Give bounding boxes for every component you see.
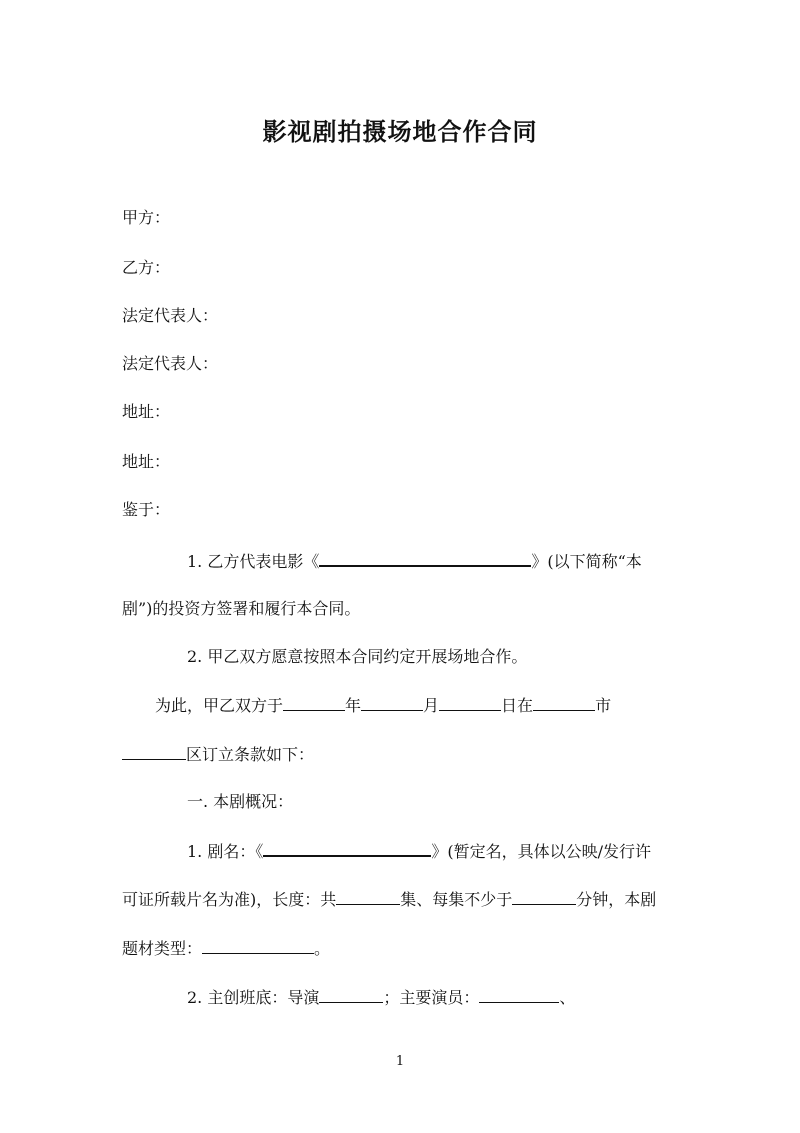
city-label: 市 — [595, 696, 612, 715]
party-b-label: 乙方： — [122, 258, 171, 277]
drama-name-blank — [263, 838, 431, 857]
signing-text-b: 区订立条款如下： — [186, 745, 315, 764]
section-1-item-1-line-1 — [187, 838, 651, 864]
section-1-heading: 一. 本剧概况： — [187, 792, 294, 811]
drama-name-label: 1. 剧名：《 — [187, 842, 264, 861]
drama-name-note: 》(暂定名，具体以公映/发行许 — [431, 842, 651, 861]
minutes-blank — [512, 887, 576, 905]
length-text-c: 分钟，本剧 — [576, 890, 657, 909]
contract-title: 影视剧拍摄场地合作合同 — [262, 117, 538, 146]
month-label: 月 — [423, 696, 440, 715]
day-blank — [439, 693, 501, 711]
month-blank — [361, 693, 423, 711]
day-label: 日在 — [501, 696, 534, 715]
signing-text-a: 为此，甲乙双方于 — [155, 696, 284, 715]
length-text-a: 可证所载片名为准)，长度：共 — [122, 890, 337, 909]
episodes-blank — [336, 887, 400, 905]
clause-1-text-b: 》(以下简称“本 — [531, 552, 642, 571]
genre-label: 题材类型： — [122, 939, 203, 958]
actors-blank — [479, 985, 559, 1003]
legal-representative-b-label: 法定代表人： — [122, 354, 219, 373]
year-blank — [283, 693, 345, 711]
clause-1-text-a: 1. 乙方代表电影《 — [187, 552, 320, 571]
section-1-item-1-line-2 — [122, 887, 656, 912]
legal-representative-a-label: 法定代表人： — [122, 306, 219, 325]
year-label: 年 — [345, 696, 362, 715]
signing-line-2 — [122, 742, 314, 767]
party-a-label: 甲方： — [122, 208, 171, 227]
length-text-b: 集、每集不少于 — [400, 890, 513, 909]
director-blank — [319, 985, 383, 1003]
genre-end: 。 — [314, 939, 331, 958]
actors-separator: 、 — [559, 988, 576, 1007]
district-blank — [122, 742, 186, 760]
director-label: 2. 主创班底：导演 — [187, 988, 320, 1007]
address-b-label: 地址： — [122, 452, 171, 471]
clause-1-line-2: 剧”)的投资方签署和履行本合同。 — [122, 599, 361, 618]
film-title-blank — [319, 548, 531, 567]
address-a-label: 地址： — [122, 402, 171, 421]
genre-blank — [202, 936, 314, 954]
section-1-item-1-line-3 — [122, 936, 330, 961]
section-1-item-2 — [187, 985, 575, 1010]
actors-label: ；主要演员： — [383, 988, 480, 1007]
clause-1-line-1 — [187, 548, 642, 574]
city-blank — [533, 693, 595, 711]
page-number: 1 — [395, 1054, 405, 1069]
signing-line-1 — [155, 693, 611, 718]
clause-2: 2. 甲乙双方愿意按照本合同约定开展场地合作。 — [187, 647, 528, 666]
whereas-label: 鉴于： — [122, 500, 171, 519]
